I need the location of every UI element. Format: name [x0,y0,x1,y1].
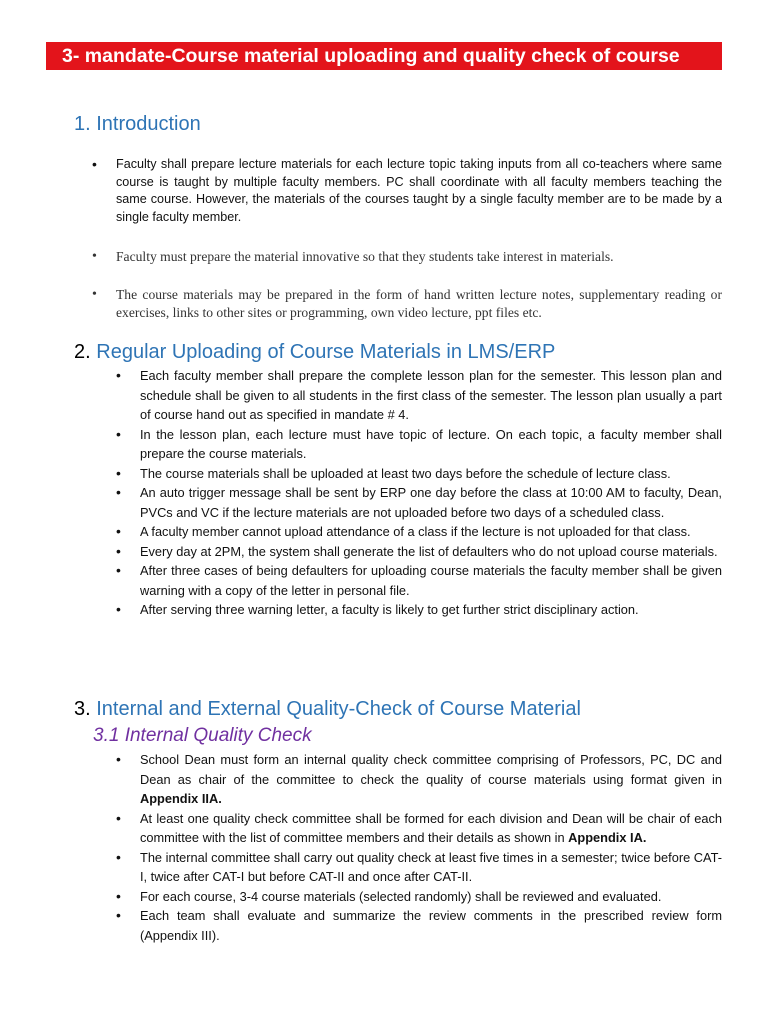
list-item: • The course materials may be prepared in the form of hand written lecture notes, supplementary reading or exercises, links to other sites or programming, own video lecture, ppt files etc. [116,286,722,321]
section3-bullet-list [140,750,722,945]
section3-heading [74,698,581,721]
document-title-banner: 3- mandate-Course material uploading and quality check of course [46,42,722,70]
list-item: • After serving three warning letter, a faculty is likely to get further strict disciplinary action. [140,600,722,620]
list-item: • Every day at 2PM, the system shall generate the list of defaulters who do not upload course materials. [140,542,722,562]
section3-title: Internal and External Quality-Check of Course Material [96,698,581,720]
list-item: • A faculty member cannot upload attendance of a class if the lecture is not uploaded for that class. [140,522,722,542]
list-item: • The course materials shall be uploaded at least two days before the schedule of lecture class. [140,464,722,484]
list-item [140,906,722,945]
list-item [140,887,722,907]
list-item: • After three cases of being defaulters for uploading course materials the faculty member shall be given warning with a copy of the letter in personal file. [140,561,722,600]
list-item [140,750,722,809]
list-item-text: School Dean must form an internal quality check committee comprising of Professors, PC, DC and Dean as chair of the committee to check the quality of course materials using format given in [140,752,722,787]
list-item: • Faculty must prepare the material innovative so that they students take interest in materials. [116,248,722,266]
appendix-reference: Appendix IA. [568,830,647,845]
appendix-reference: Appendix IIA. [140,791,222,806]
list-item: • In the lesson plan, each lecture must have topic of lecture. On each topic, a faculty member shall prepare the course materials. [140,425,722,464]
list-item-text: At least one quality check committee shall be formed for each division and Dean will be chair of each committee with the list of committee members and their details as shown in [140,810,722,845]
section1-heading: 1. Introduction [74,113,201,135]
section2-heading [74,341,555,364]
list-item-text: The internal committee shall carry out quality check at least five times in a semester; twice before CAT-I, twice after CAT-I but before CAT-II and once after CAT-II. [140,849,722,884]
list-item-text: Each team shall evaluate and summarize the review comments in the prescribed review form (Appendix III). [140,908,722,943]
section1-bullet-list [116,156,722,321]
list-item-text: For each course, 3-4 course materials (selected randomly) shall be reviewed and evaluated. [140,888,662,904]
list-item: • An auto trigger message shall be sent by ERP one day before the class at 10:00 AM to faculty, Dean, PVCs and VC if the lecture materials are not uploaded before two days of a scheduled class. [140,483,722,522]
list-item [140,848,722,887]
section3-1-subheading: 3.1 Internal Quality Check [93,725,312,746]
list-item: • Each faculty member shall prepare the complete lesson plan for the semester. This lesson plan and schedule shall be given to all students in the first class of the semester. The lesson plan usually a part of course hand out as specified in mandate # 4. [140,366,722,425]
section3-number: 3. [74,698,91,720]
list-item: • Faculty shall prepare lecture materials for each lecture topic taking inputs from all co-teachers where same course is taught by multiple faculty members. PC shall coordinate with all faculty members teaching the same course. However, the materials of the courses taught by a single faculty member are to be made by a single faculty member. [116,156,722,226]
list-item [140,809,722,848]
section2-number: 2. [74,341,91,363]
section2-bullet-list [140,366,722,620]
section2-title: Regular Uploading of Course Materials in LMS/ERP [96,341,556,363]
